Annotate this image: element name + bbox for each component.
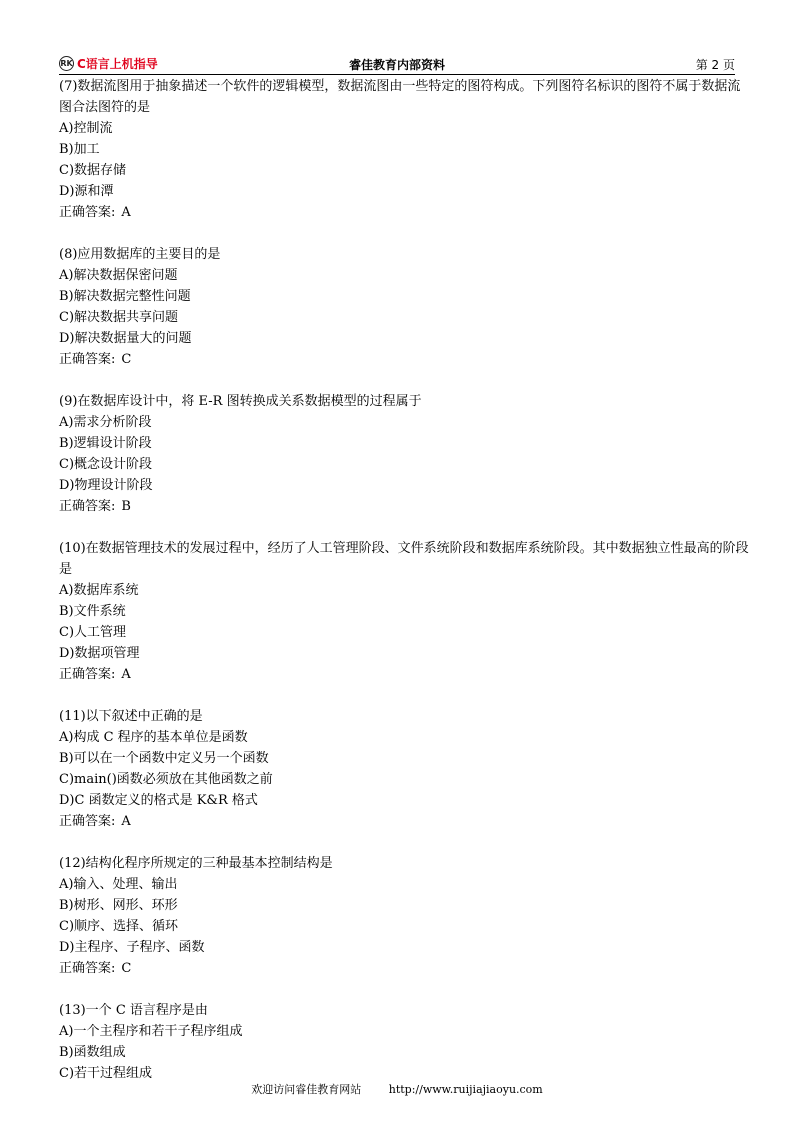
answer-label: 正确答案:	[59, 667, 116, 682]
option-c: C)若干过程组成	[59, 1066, 153, 1081]
option-b: B)逻辑设计阶段	[59, 436, 152, 451]
option-a: A)一个主程序和若干子程序组成	[59, 1024, 243, 1039]
question-text: (8)应用数据库的主要目的是	[59, 247, 221, 262]
question-10	[59, 538, 749, 685]
page-header	[59, 54, 735, 75]
option-b: B)树形、网形、环形	[59, 898, 178, 913]
option-b: B)加工	[59, 142, 100, 157]
option-d: D)C 函数定义的格式是 K&R 格式	[59, 793, 258, 808]
question-13	[59, 1000, 749, 1084]
question-9	[59, 391, 749, 517]
option-c: C)解决数据共享问题	[59, 310, 179, 325]
option-a: A)解决数据保密问题	[59, 268, 178, 283]
option-b: B)函数组成	[59, 1045, 126, 1060]
question-list	[59, 76, 749, 1105]
option-b: B)可以在一个函数中定义另一个函数	[59, 751, 269, 766]
answer-line	[59, 202, 749, 223]
answer-value: A	[121, 814, 131, 829]
answer-label: 正确答案:	[59, 352, 116, 367]
option-a: A)需求分析阶段	[59, 415, 152, 430]
option-a: A)控制流	[59, 121, 113, 136]
option-d: D)解决数据量大的问题	[59, 331, 192, 346]
question-text: (12)结构化程序所规定的三种最基本控制结构是	[59, 856, 333, 871]
option-a: A)数据库系统	[59, 583, 139, 598]
answer-value: B	[121, 499, 131, 514]
option-c: C)概念设计阶段	[59, 457, 153, 472]
answer-line	[59, 496, 749, 517]
answer-value: A	[121, 667, 131, 682]
page-number: 第 2 页	[695, 58, 735, 72]
option-d: D)主程序、子程序、函数	[59, 940, 205, 955]
page-footer	[0, 1081, 794, 1097]
question-7	[59, 76, 749, 223]
option-a: A)输入、处理、输出	[59, 877, 178, 892]
option-c: C)数据存储	[59, 163, 127, 178]
answer-value: C	[121, 961, 132, 976]
question-text: (11)以下叙述中正确的是	[59, 709, 203, 724]
answer-line	[59, 664, 749, 685]
question-text: (9)在数据库设计中，将 E-R 图转换成关系数据模型的过程属于	[59, 394, 422, 409]
answer-value: C	[121, 352, 132, 367]
option-c: C)人工管理	[59, 625, 127, 640]
option-d: D)物理设计阶段	[59, 478, 153, 493]
footer-text: 欢迎访问睿佳教育网站	[251, 1083, 362, 1096]
answer-label: 正确答案:	[59, 961, 116, 976]
answer-line	[59, 811, 749, 832]
option-b: B)解决数据完整性问题	[59, 289, 191, 304]
logo-text: C语言上机指导	[77, 57, 158, 71]
question-11	[59, 706, 749, 832]
question-text: (10)在数据管理技术的发展过程中，经历了人工管理阶段、文件系统阶段和数据库系统阶段。其中数据独立性最高的阶段是	[59, 541, 749, 577]
answer-label: 正确答案:	[59, 499, 116, 514]
question-8	[59, 244, 749, 370]
option-d: D)源和潭	[59, 184, 114, 199]
answer-label: 正确答案:	[59, 814, 116, 829]
answer-label: 正确答案:	[59, 205, 116, 220]
option-c: C)顺序、选择、循环	[59, 919, 179, 934]
answer-line	[59, 958, 749, 979]
question-text: (13)一个 C 语言程序是由	[59, 1003, 208, 1018]
question-text: (7)数据流图用于抽象描述一个软件的逻辑模型，数据流图由一些特定的图符构成。下列图符名标识的图符不属于数据流图合法图符的是	[59, 79, 741, 115]
header-title: 睿佳教育内部资料	[348, 58, 445, 72]
answer-line	[59, 349, 749, 370]
footer-url[interactable]: http://www.ruijiajiaoyu.com	[388, 1083, 543, 1096]
question-12	[59, 853, 749, 979]
option-b: B)文件系统	[59, 604, 126, 619]
option-c: C)main()函数必须放在其他函数之前	[59, 772, 273, 787]
answer-value: A	[121, 205, 131, 220]
option-a: A)构成 C 程序的基本单位是函数	[59, 730, 248, 745]
logo-icon: RK	[59, 56, 74, 71]
option-d: D)数据项管理	[59, 646, 140, 661]
